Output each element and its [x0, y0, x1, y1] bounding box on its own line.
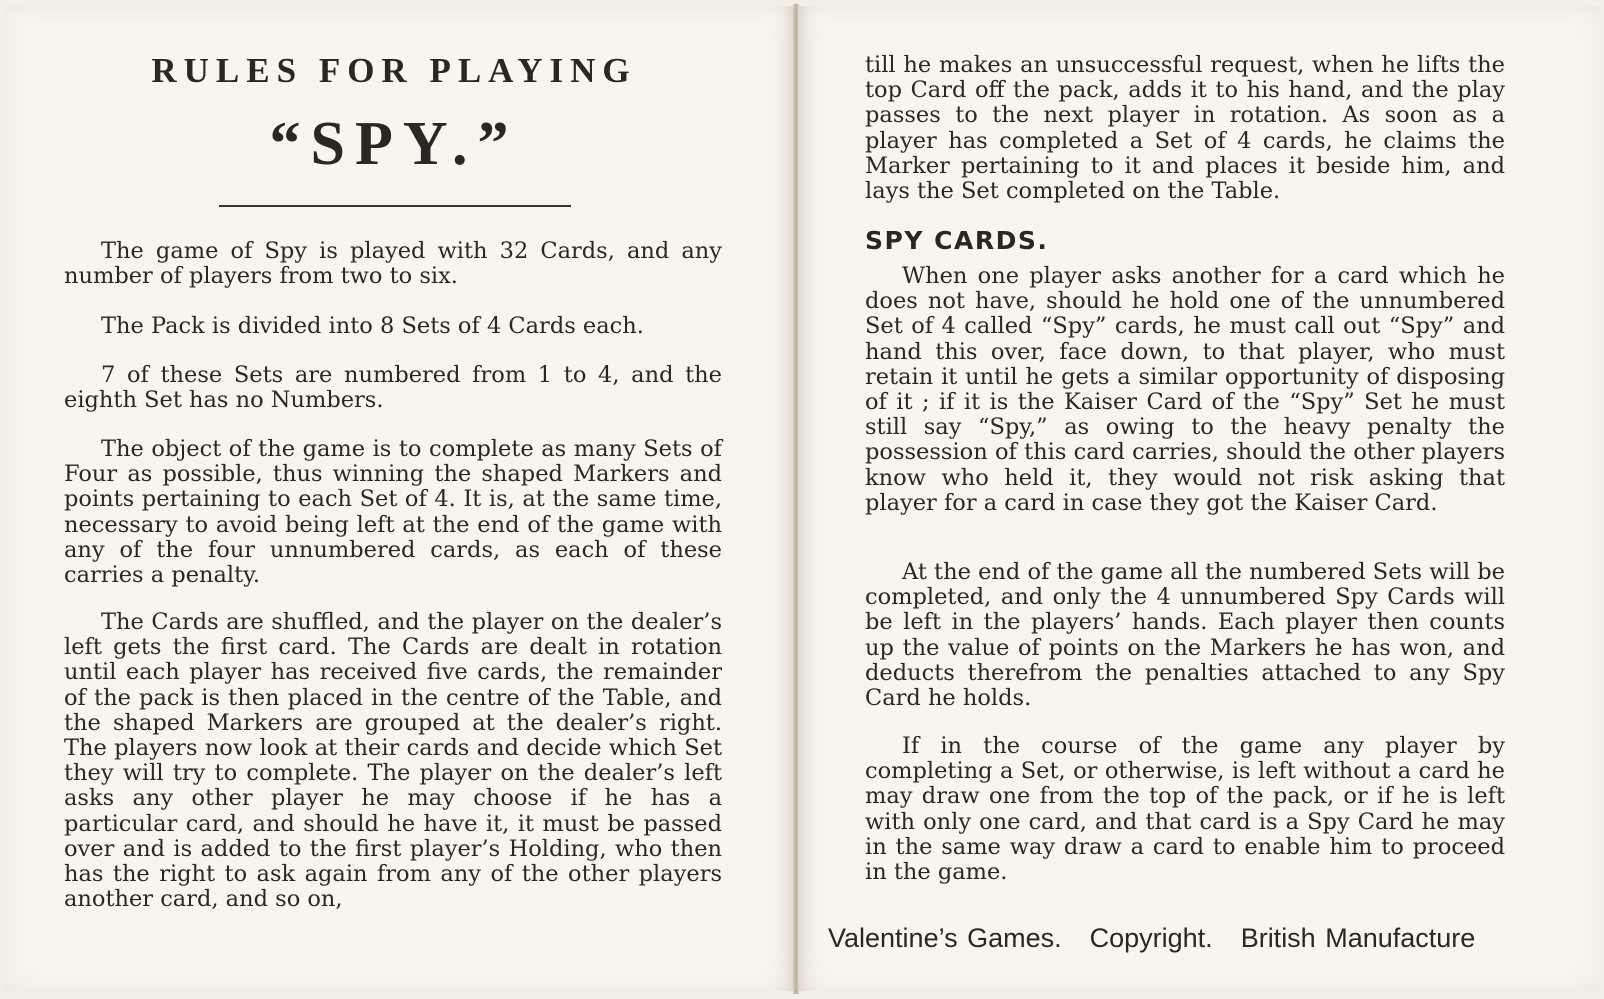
rules-paragraph-dealing: The Cards are shuffled, and the player on the dealer’s left gets the first card. The Cards are dealt in rotation until each player has received five cards, the remainder of the pack is then placed in the centre of the Table, and the shaped Markers are grouped at the dealer’s right. The players now look at their cards and decide which Set they will try to complete. The player on the dealer’s left asks any other player he may choose if he has a particular card, and should he have it, it must be passed over and is added to the first player’s Holding, who then has the right to ask again from any of the other players another card, and so on, — [64, 609, 722, 913]
rules-paragraph-players: The game of Spy is played with 32 Cards, and any number of players from two to six. — [64, 238, 722, 290]
rules-paragraph-continuation: till he makes an unsuccessful request, when he lifts the top Card off the pack, adds it to his hand, and the play passes to the next player in rotation. As soon as a player has completed a Set of 4 cards, he claims the Marker pertaining to it and places it beside him, and lays the Set completed on the Table. — [865, 52, 1505, 205]
rules-title: RULES FOR PLAYING — [151, 51, 637, 90]
rules-paragraph-spy-cards: When one player asks another for a card which he does not have, should he hold one of the unnumbered Set of 4 called “Spy” cards, he must call out “Spy” and hand this over, face down, to that player, who must retain it until he gets a similar opportunity of disposing of it ; if it is the Kaiser Card of the “Spy” Set he must still say “Spy,” as owing to the heavy penalty the possession of this card carries, should the other players know who held it, they would not risk asking that player for a card in case they got the Kaiser Card. — [865, 263, 1505, 516]
rules-paragraph-drawing: If in the course of the game any player by completing a Set, or otherwise, is left without a card he may draw one from the top of the pack, or if he is left with only one card, and that card is a Spy Card he may in the same way draw a card to enable him to proceed in the game. — [865, 733, 1505, 886]
rules-paragraph-object: The object of the game is to complete as many Sets of Four as possible, thus winning the shaped Markers and points pertaining to each Set of 4. It is, at the same time, necessary to avoid being left at the end of the game with any of the four unnumbered cards, as each of these carries a penalty. — [64, 436, 722, 589]
left-page — [4, 6, 794, 991]
rules-paragraph-end-of-game: At the end of the game all the numbered Sets will be completed, and only the 4 unnumbered Spy Cards will be left in the players’ hands. Each player then counts up the value of points on the Markers he has won, and deducts therefrom the penalties attached to any Spy Card he holds. — [865, 559, 1505, 712]
footer-manufacture: British Manufacture — [1240, 923, 1476, 953]
rules-paragraph-sets: 7 of these Sets are numbered from 1 to 4, and the eighth Set has no Numbers. — [64, 362, 722, 414]
footer-publisher: Valentine’s Games. — [828, 923, 1062, 953]
publisher-footer — [828, 923, 1538, 954]
title-divider — [219, 205, 571, 207]
footer-copyright: Copyright. — [1089, 923, 1213, 953]
game-name: “SPY.” — [269, 110, 519, 178]
right-page — [798, 6, 1600, 991]
rules-paragraph-pack: The Pack is divided into 8 Sets of 4 Cards each. — [101, 313, 644, 339]
spy-cards-heading: SPY CARDS. — [865, 226, 1049, 255]
